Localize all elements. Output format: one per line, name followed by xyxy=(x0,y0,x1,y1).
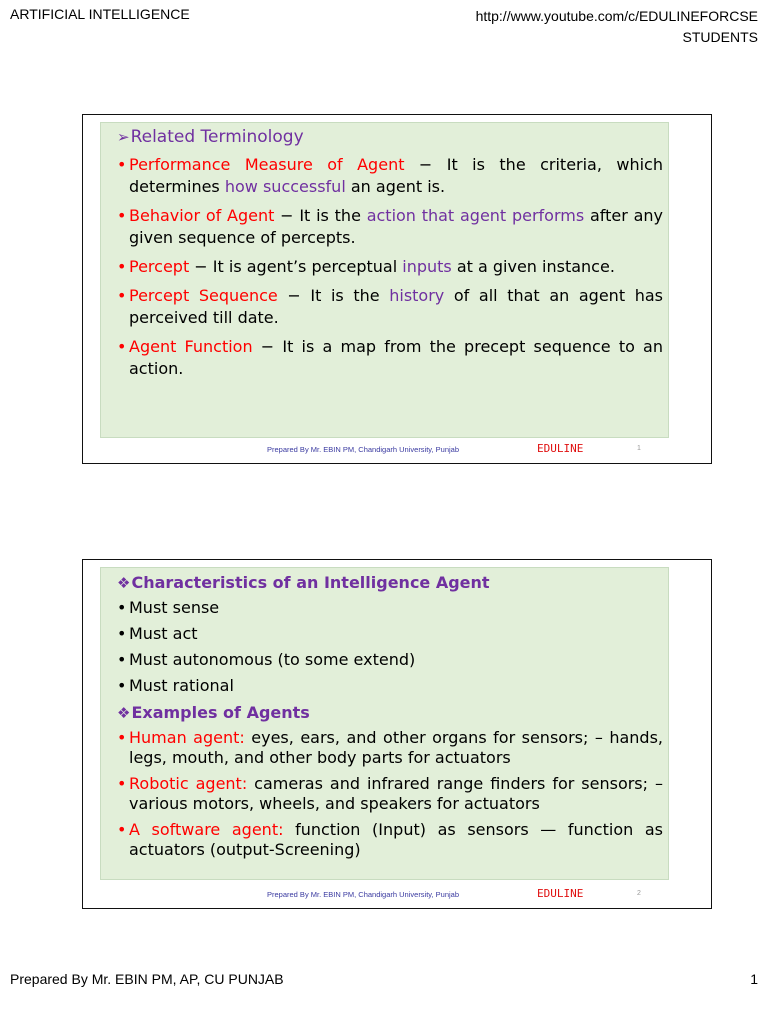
example-text: cameras and infrared range finders for sensors; – various motors, wheels, and speakers for actuators xyxy=(129,774,663,813)
bullet-icon: • xyxy=(117,598,127,617)
term: A software agent: xyxy=(129,820,284,839)
highlight-text: how successful xyxy=(224,177,346,196)
characteristic-text: Must autonomous (to some extend) xyxy=(129,650,416,669)
term: Percept Sequence xyxy=(129,286,278,305)
slide-number: 1 xyxy=(637,445,641,452)
example-text: eyes, ears, and other organs for sensors; – hands, legs, mouth, and other body parts for actuators xyxy=(129,728,663,767)
slide-credit: Prepared By Mr. EBIN PM, Chandigarh University, Punjab xyxy=(267,890,460,899)
term: Performance Measure of Agent xyxy=(129,155,405,174)
list-item xyxy=(117,285,663,329)
slide-2-heading-text: Characteristics of an Intelligence Agent xyxy=(131,573,490,592)
eduline-logo: EDULINE xyxy=(537,442,584,455)
list-item xyxy=(117,205,663,249)
term: Human agent: xyxy=(129,728,245,747)
slide-2-subheading-text: Examples of Agents xyxy=(131,703,310,722)
list-item xyxy=(117,256,663,278)
list-item xyxy=(117,598,663,618)
definition-text: − It is a map from the precept sequence to an action. xyxy=(129,337,663,378)
slide-2-subheading xyxy=(117,702,663,724)
channel-url-line1: http://www.youtube.com/c/EDULINEFORCSE xyxy=(475,8,758,24)
list-item xyxy=(117,624,663,644)
slide-2 xyxy=(82,559,712,909)
example-text: function (Input) as sensors — function as actuators (output-Screening) xyxy=(129,820,664,859)
definition-text: − It is agent’s perceptual xyxy=(189,257,403,276)
term: Robotic agent: xyxy=(129,774,248,793)
definition-text: an agent is. xyxy=(345,177,446,196)
definition-text: − It is the xyxy=(274,206,367,225)
document-title: ARTIFICIAL INTELLIGENCE xyxy=(10,6,190,22)
slide-1 xyxy=(82,114,712,464)
channel-url xyxy=(476,6,758,48)
definition-text: after any given sequence of percepts. xyxy=(129,206,663,247)
list-item xyxy=(117,154,663,198)
term: Behavior of Agent xyxy=(129,206,275,225)
definition-text: of all that an agent has perceived till date. xyxy=(129,286,663,327)
characteristic-text: Must act xyxy=(129,624,198,643)
page-number: 1 xyxy=(750,971,758,987)
bullet-icon: • xyxy=(117,774,127,793)
bullet-icon: • xyxy=(117,650,127,669)
definition-text: at a given instance. xyxy=(451,257,615,276)
bullet-icon: • xyxy=(117,257,127,276)
list-item xyxy=(117,650,663,670)
slide-2-footer xyxy=(83,887,711,903)
characteristic-text: Must rational xyxy=(129,676,234,695)
bullet-icon: • xyxy=(117,206,127,225)
list-item xyxy=(117,820,663,860)
bullet-icon: • xyxy=(117,820,127,839)
bullet-icon: • xyxy=(117,155,127,174)
slide-2-heading xyxy=(117,572,663,594)
arrow-bullet-icon: ➢ xyxy=(117,128,130,146)
bullet-icon: • xyxy=(117,337,127,356)
document-footer-credit: Prepared By Mr. EBIN PM, AP, CU PUNJAB xyxy=(10,971,284,987)
definition-text: − It is the xyxy=(277,286,390,305)
highlight-text: inputs xyxy=(402,257,452,276)
bullet-icon: • xyxy=(117,286,127,305)
bullet-icon: • xyxy=(117,728,127,747)
bullet-icon: • xyxy=(117,676,127,695)
list-item xyxy=(117,728,663,768)
characteristic-text: Must sense xyxy=(129,598,220,617)
slide-1-footer xyxy=(83,442,711,458)
slide-number: 2 xyxy=(637,890,641,897)
term: Agent Function xyxy=(129,337,253,356)
diamond-bullet-icon: ❖ xyxy=(117,574,131,592)
list-item xyxy=(117,336,663,380)
slide-credit: Prepared By Mr. EBIN PM, Chandigarh University, Punjab xyxy=(267,445,460,454)
list-item xyxy=(117,774,663,814)
highlight-text: history xyxy=(389,286,445,305)
term: Percept xyxy=(129,257,190,276)
eduline-logo: EDULINE xyxy=(537,887,584,900)
highlight-text: action that agent performs xyxy=(366,206,585,225)
list-item xyxy=(117,676,663,696)
channel-url-line2: STUDENTS xyxy=(682,29,758,45)
diamond-bullet-icon: ❖ xyxy=(117,704,131,722)
slide-1-heading xyxy=(117,127,663,148)
definition-text: − It is the criteria, which determines xyxy=(129,155,663,196)
slide-1-content xyxy=(100,122,669,438)
slide-1-heading-text: Related Terminology xyxy=(130,127,304,147)
slide-2-content xyxy=(100,567,669,880)
bullet-icon: • xyxy=(117,624,127,643)
